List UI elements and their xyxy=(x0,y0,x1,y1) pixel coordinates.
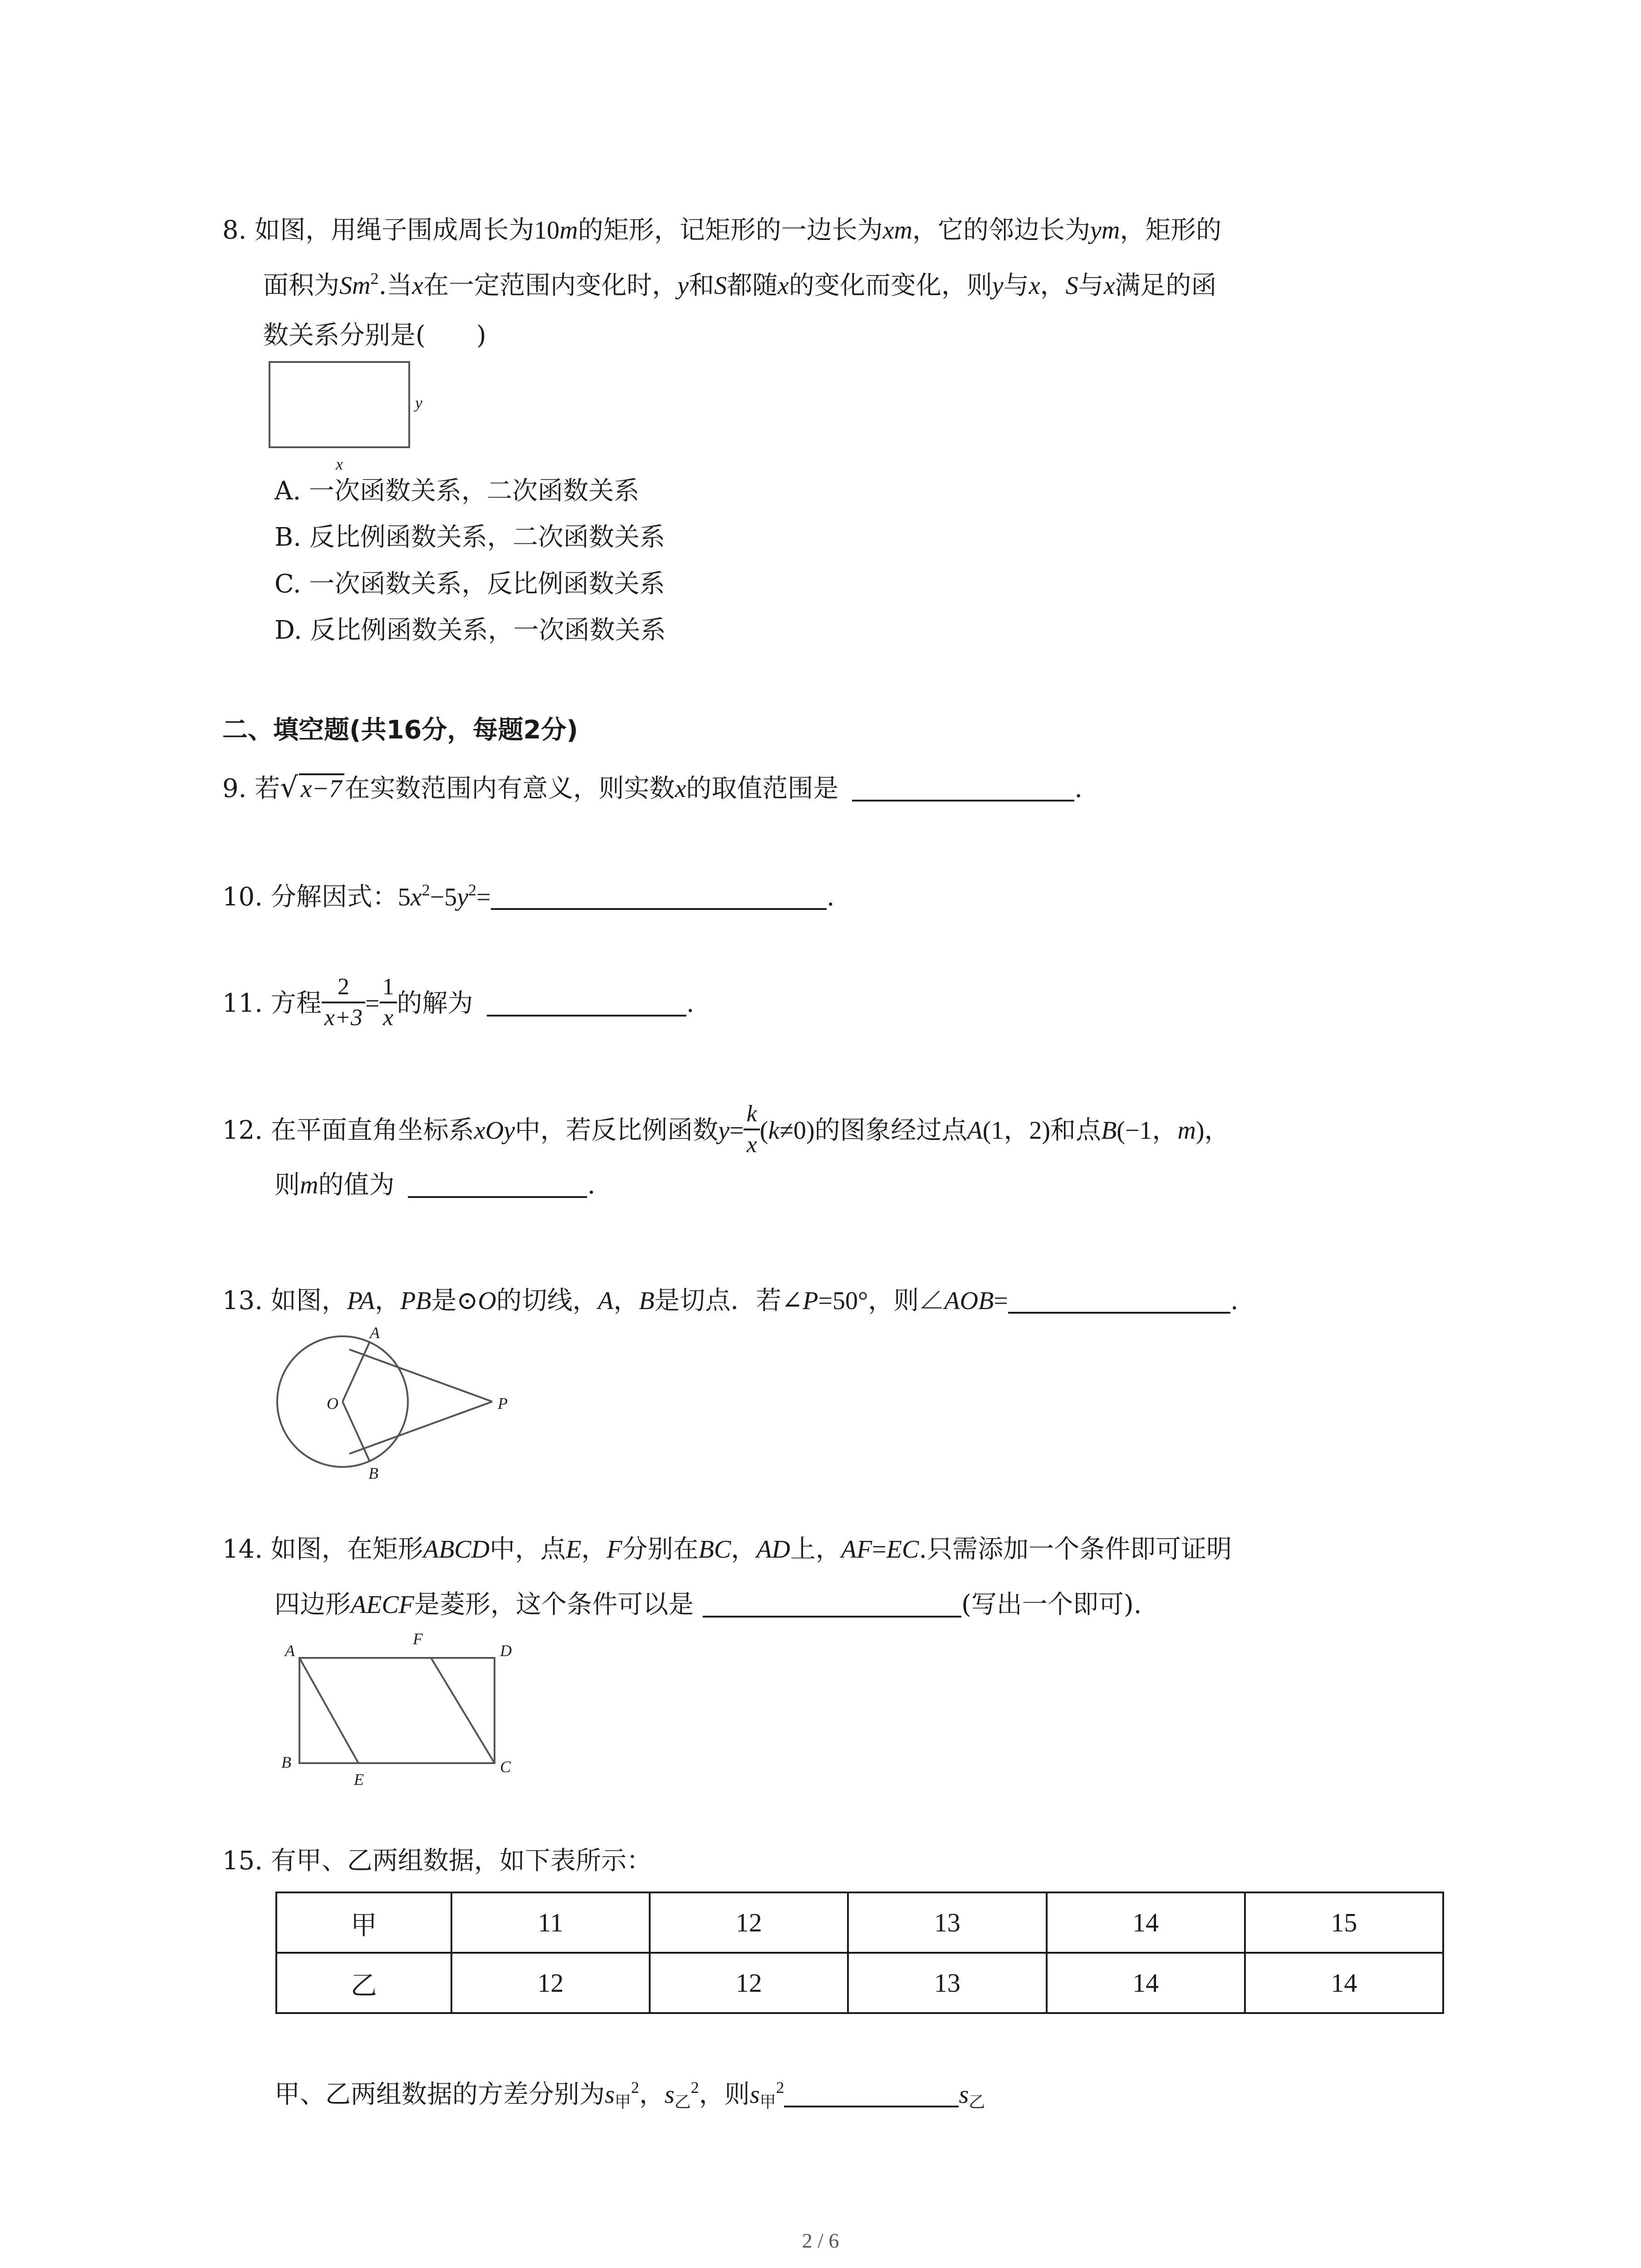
section-heading: 二、填空题(共16分，每题2分) xyxy=(222,715,578,745)
q14-rectangle-figure xyxy=(277,1626,522,1803)
q9-text: 的取值范围是 xyxy=(686,774,839,803)
q15-intro: 15. 有甲、乙两组数据，如下表所示： xyxy=(222,1846,652,1876)
q13-circle-tangent-figure xyxy=(272,1320,526,1492)
q8-line2 xyxy=(263,269,1217,300)
q8-var-S: S xyxy=(1065,272,1078,300)
q15-text: 甲、乙两组数据的方差分别为 xyxy=(274,2080,605,2109)
q11-fraction-2 xyxy=(380,973,397,1032)
q10-var-x: x xyxy=(410,883,422,911)
q10-coef: 5 xyxy=(397,883,411,911)
page-number: 2 / 6 xyxy=(802,2229,839,2252)
q12-var-m: m xyxy=(1177,1116,1196,1145)
q8-var-ym: ym xyxy=(1090,216,1120,244)
q12-condition: ≠0) xyxy=(779,1116,815,1145)
q12-text: 则 xyxy=(274,1170,300,1200)
table-cell: 14 xyxy=(1047,1892,1245,1953)
table-cell: 13 xyxy=(848,1892,1046,1953)
q13-period: . xyxy=(1230,1286,1239,1315)
q14-text: ， xyxy=(731,1535,757,1564)
table-row xyxy=(276,1953,1443,2013)
q8-text: 的矩形，记矩形的一边长为 xyxy=(578,215,883,245)
q13-line-PB: PB xyxy=(400,1287,431,1315)
q15-var-s: s xyxy=(959,2081,969,2109)
q13-text: 的切线， xyxy=(496,1286,598,1315)
q8-var-Sm: Sm xyxy=(339,272,371,300)
q11-period: . xyxy=(686,988,695,1018)
q14-point-F: F xyxy=(607,1535,622,1564)
q15-subscript: 乙 xyxy=(674,2093,691,2112)
q12-text: )， xyxy=(1195,1116,1230,1145)
q8-text: ， xyxy=(1040,271,1066,300)
q11-equals: = xyxy=(365,989,380,1018)
q10-exponent: 2 xyxy=(421,881,430,899)
fig-label-E: E xyxy=(354,1770,364,1789)
q13-text: 是⊙ xyxy=(431,1286,478,1315)
sqrt-sign: √ xyxy=(280,771,298,804)
q8-var-y: y xyxy=(992,272,1004,300)
q11-denominator: x+3 xyxy=(324,1005,363,1031)
q9-var-x: x xyxy=(675,775,686,803)
fig-label-P: P xyxy=(498,1394,508,1413)
table-cell: 乙 xyxy=(276,1953,451,2013)
q9-period: . xyxy=(1074,774,1083,803)
q15-subscript: 乙 xyxy=(969,2093,985,2112)
q15-subscript: 甲 xyxy=(759,2093,776,2112)
q15-exponent: 2 xyxy=(776,2078,784,2097)
q10-answer-blank[interactable] xyxy=(491,885,827,910)
q12-line1 xyxy=(222,1102,1230,1162)
q13-equals: = xyxy=(994,1287,1008,1315)
q8-rectangle-figure xyxy=(263,358,436,476)
q14-text: 四边形 xyxy=(274,1590,351,1619)
q14-seg-EC: EC xyxy=(886,1535,919,1564)
q12-equals: = xyxy=(729,1116,744,1145)
q14-seg-AD: AD xyxy=(756,1535,790,1564)
q15-data-table xyxy=(275,1892,1444,2014)
q8-perimeter-value: 10 xyxy=(534,216,560,244)
table-cell: 12 xyxy=(650,1892,848,1953)
q15-exponent: 2 xyxy=(691,2078,699,2097)
q13-text: ， xyxy=(375,1286,401,1315)
q14-seg-AF: AF xyxy=(841,1535,872,1564)
q8-fig-label-x: x xyxy=(336,455,343,473)
q8-text: 在一定范围内变化时， xyxy=(423,271,678,300)
q14-line2 xyxy=(274,1592,1141,1618)
q12-text: 的图象经过点 xyxy=(814,1115,967,1145)
q8-var-xm: xm xyxy=(882,216,912,244)
q13-answer-blank[interactable] xyxy=(1008,1289,1230,1314)
q12-text: (1，2)和点 xyxy=(982,1116,1101,1145)
fig-label-O: O xyxy=(327,1394,338,1413)
q9-radicand: x−7 xyxy=(299,773,345,802)
q12-var-k: k xyxy=(768,1116,780,1145)
q8-option-a: A. 一次函数关系，二次函数关系 xyxy=(274,476,640,506)
q10-var-y: y xyxy=(457,883,469,911)
q14-text: ， xyxy=(581,1535,607,1564)
q12-denominator: x xyxy=(746,1132,757,1158)
q11-answer-blank[interactable] xyxy=(487,992,686,1017)
q14-line1 xyxy=(222,1537,1232,1562)
q8-unit-m: m xyxy=(559,216,578,244)
table-cell: 12 xyxy=(650,1953,848,2013)
q8-var-S: S xyxy=(714,272,727,300)
q14-text: .只需添加一个条件即可证明 xyxy=(919,1535,1232,1564)
q8-text: 的变化而变化，则 xyxy=(789,271,992,300)
q12-point-A: A xyxy=(967,1116,983,1145)
q11-numerator: 2 xyxy=(322,973,365,1003)
q14-text: 分别在 xyxy=(622,1535,699,1564)
q13-text: 是切点．若∠ xyxy=(654,1286,803,1315)
q14-answer-blank[interactable] xyxy=(703,1593,961,1618)
q8-text: ，矩形的 xyxy=(1120,215,1222,245)
table-cell: 12 xyxy=(451,1953,650,2013)
q8-text: ，它的邻边长为 xyxy=(912,215,1090,245)
q11-text: 的解为 xyxy=(397,988,473,1018)
table-cell: 13 xyxy=(848,1953,1046,2013)
q12-answer-blank[interactable] xyxy=(408,1173,587,1198)
q13 xyxy=(222,1288,1239,1314)
q14-seg-BC: BC xyxy=(698,1535,731,1564)
q15-exponent: 2 xyxy=(631,2078,639,2097)
segment-FC xyxy=(431,1658,495,1763)
q12-line2 xyxy=(274,1170,596,1200)
q8-text: 与 xyxy=(1078,271,1104,300)
radius-OB xyxy=(343,1402,370,1461)
q14-text: 中，点 xyxy=(490,1535,566,1564)
q10 xyxy=(222,881,835,912)
q11 xyxy=(222,975,694,1035)
q8-line3: 数关系分别是( ) xyxy=(263,321,486,350)
q8-text: 满足的函 xyxy=(1115,271,1217,300)
q11-fraction-1 xyxy=(322,973,365,1032)
q8-var-y: y xyxy=(677,272,689,300)
tangent-PB xyxy=(349,1402,492,1454)
q8-text: .当 xyxy=(378,271,412,300)
q8-option-b: B. 反比例函数关系，二次函数关系 xyxy=(274,523,665,552)
q8-text: 和 xyxy=(688,271,714,300)
q11-denominator: x xyxy=(383,1005,394,1031)
table-cell: 15 xyxy=(1245,1892,1443,1953)
q10-period: . xyxy=(826,882,835,912)
q8-var-x: x xyxy=(1029,272,1040,300)
q8-option-c: C. 一次函数关系，反比例函数关系 xyxy=(274,569,665,599)
q14-equals: = xyxy=(872,1535,887,1564)
q11-text: 11. 方程 xyxy=(222,988,322,1018)
segment-AE xyxy=(299,1658,358,1763)
q14-rect-ABCD: ABCD xyxy=(423,1535,490,1564)
q15-var-s: s xyxy=(664,2081,675,2109)
q12-var-m: m xyxy=(300,1171,318,1199)
q14-text: 上， xyxy=(790,1535,841,1564)
table-cell: 11 xyxy=(451,1892,650,1953)
q10-equals: = xyxy=(476,883,491,911)
fig-label-C: C xyxy=(500,1758,511,1776)
q9-text: 在实数范围内有意义，则实数 xyxy=(344,774,675,803)
q9-answer-blank[interactable] xyxy=(852,777,1074,802)
q13-text: ， xyxy=(613,1286,639,1315)
q12-text: 12. 在平面直角坐标系 xyxy=(222,1115,474,1145)
q10-text: 10. 分解因式： xyxy=(222,882,398,912)
q14-text: 14. 如图，在矩形 xyxy=(222,1535,423,1564)
q14-text: 是菱形，这个条件可以是 xyxy=(414,1590,694,1619)
q12-text: 中，若反比例函数 xyxy=(515,1115,719,1145)
q11-numerator: 1 xyxy=(380,973,397,1003)
q8-fig-label-y: y xyxy=(415,394,422,412)
q8-text: 8. 如图，用绳子围成周长为 xyxy=(222,215,534,245)
q8-rectangle xyxy=(269,362,409,447)
radius-OA xyxy=(343,1342,370,1402)
q9-text: 9. 若 xyxy=(222,774,280,803)
q13-angle-value: =50°，则∠ xyxy=(818,1287,945,1315)
q15-answer-blank[interactable] xyxy=(784,2083,959,2107)
q12-paren: ( xyxy=(759,1116,769,1145)
q10-exponent: 2 xyxy=(468,881,477,899)
q15-variance-line xyxy=(274,2078,985,2112)
q13-text: 13. 如图， xyxy=(222,1286,347,1315)
tangent-PA xyxy=(349,1349,492,1402)
q13-line-PA: PA xyxy=(347,1287,375,1315)
q13-point-B: B xyxy=(639,1287,655,1315)
q8-line1 xyxy=(222,215,1222,245)
table-cell: 14 xyxy=(1047,1953,1245,2013)
q9 xyxy=(222,773,1083,802)
q8-var-x: x xyxy=(1103,272,1115,300)
q8-text: 与 xyxy=(1003,271,1029,300)
q13-var-O: O xyxy=(478,1287,496,1315)
q14-text: (写出一个即可). xyxy=(961,1590,1142,1619)
q12-text: (−1， xyxy=(1117,1116,1178,1145)
q15-var-s: s xyxy=(749,2081,760,2109)
fig-label-B: B xyxy=(368,1464,378,1482)
table-cell: 14 xyxy=(1245,1953,1443,2013)
q10-coef: −5 xyxy=(430,883,457,911)
q12-fraction xyxy=(744,1100,759,1159)
fig-label-D: D xyxy=(500,1642,512,1660)
fig-label-A: A xyxy=(370,1324,380,1342)
q12-period: . xyxy=(587,1170,596,1200)
q12-numerator: k xyxy=(744,1100,759,1130)
q15-var-s: s xyxy=(605,2081,615,2109)
q13-angle-AOB: AOB xyxy=(944,1287,994,1315)
fig-label-B: B xyxy=(281,1753,291,1771)
q15-text: ， xyxy=(639,2080,665,2109)
q12-var-y: y xyxy=(718,1116,730,1145)
q15-text: ，则 xyxy=(699,2080,750,2109)
q13-point-A: A xyxy=(598,1287,614,1315)
q13-var-P: P xyxy=(803,1287,818,1315)
q8-var-x: x xyxy=(777,272,789,300)
q8-var-x: x xyxy=(412,272,424,300)
q8-exponent: 2 xyxy=(370,269,379,288)
table-cell: 甲 xyxy=(276,1892,451,1953)
table-row xyxy=(276,1892,1443,1953)
q12-point-B: B xyxy=(1101,1116,1117,1145)
q14-quad-AECF: AECF xyxy=(351,1591,414,1619)
q8-option-d: D. 反比例函数关系，一次函数关系 xyxy=(274,616,666,645)
q12-text: 的值为 xyxy=(318,1170,395,1200)
q15-subscript: 甲 xyxy=(614,2093,631,2112)
q8-text: 都随 xyxy=(726,271,778,300)
fig-label-A: A xyxy=(285,1642,295,1660)
q8-text: 面积为 xyxy=(263,271,339,300)
q14-point-E: E xyxy=(566,1535,582,1564)
fig-label-F: F xyxy=(413,1630,423,1648)
q12-var-xOy: xOy xyxy=(474,1116,515,1145)
